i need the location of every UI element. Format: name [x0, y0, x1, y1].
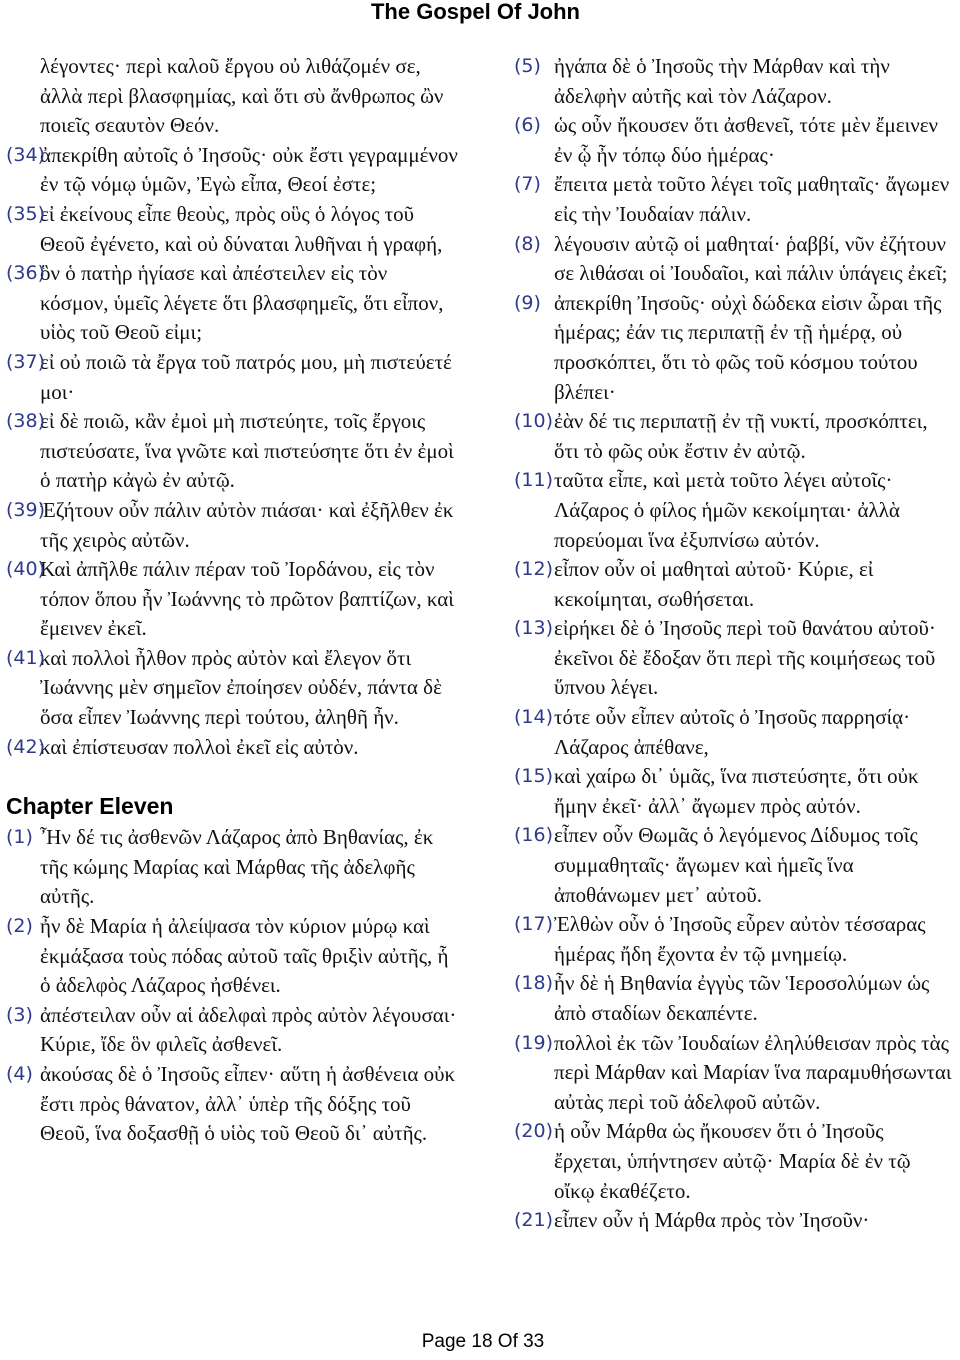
verse-number: (17): [514, 913, 560, 936]
verse-text: καὶ ἐπίστευσαν πολλοὶ ἐκεῖ εἰς αὐτὸν.: [40, 734, 359, 759]
verse-number: (41): [6, 646, 52, 669]
verse: [6, 141, 460, 200]
verse-text: τότε οὖν εἶπεν αὐτοῖς ὁ Ἰησοῦς παρρησίᾳ· Λάζαρος ἀπέθανε,: [554, 705, 911, 759]
verse-number: (2): [6, 915, 39, 938]
verse-number: (42): [6, 735, 52, 758]
verse-text: Ἐζήτουν οὖν πάλιν αὐτὸν πιάσαι· καὶ ἐξῆλθεν ἐκ τῆς χειρὸς αὐτῶν.: [40, 497, 454, 552]
verse-text: ἀκούσας δὲ ὁ Ἰησοῦς εἶπεν· αὕτη ἡ ἀσθένεια οὐκ ἔστι πρὸς θάνατον, ἀλλ᾽ ὑπὲρ τῆς δόξης τοῦ Θεοῦ, ἵνα δοξασθῇ ὁ υἱὸς τοῦ Θεοῦ δι᾽ αὐτῆς.: [40, 1062, 456, 1146]
left-column: [6, 52, 460, 1149]
verse: [514, 52, 954, 111]
verse-continuation: [6, 52, 460, 141]
verse: [514, 466, 954, 555]
verse-text: πολλοὶ ἐκ τῶν Ἰουδαίων ἐληλύθεισαν πρὸς τὰς περὶ Μάρθαν καὶ Μαρίαν ἵνα παραμυθήσωνται αὐτὰς περὶ τοῦ ἀδελφοῦ αὐτῶν.: [554, 1030, 952, 1114]
verse-number: (1): [6, 826, 39, 849]
verse: [514, 821, 954, 910]
verse-number: (16): [514, 824, 560, 847]
verse: [6, 200, 460, 259]
verse-number: (11): [514, 469, 560, 492]
verse-number: (21): [514, 1209, 560, 1232]
verse-number: (38): [6, 410, 52, 433]
verse-number: (35): [6, 202, 52, 225]
verse-number: (5): [514, 55, 547, 77]
verse: [514, 289, 954, 407]
verse-text: Ἦν δέ τις ἀσθενῶν Λάζαρος ἀπὸ Βηθανίας, ἐκ τῆς κώμης Μαρίας καὶ Μάρθας τῆς ἀδελφῆς αὐτῆς.: [40, 825, 434, 909]
right-verse-list: [514, 52, 954, 1236]
verse-number: (19): [514, 1031, 560, 1054]
verse: [514, 111, 954, 170]
verse-text: εἶπεν οὖν Θωμᾶς ὁ λεγόμενος Δίδυμος τοῖς συμμαθηταῖς· ἄγωμεν καὶ ἡμεῖς ἵνα ἀποθάνωμεν μετ᾽ αὐτοῦ.: [554, 823, 918, 907]
verse: [514, 230, 954, 289]
verse: [6, 348, 460, 407]
verse: [514, 762, 954, 821]
verse-number: (12): [514, 558, 560, 581]
verse: [6, 1001, 460, 1060]
verse-number: (15): [514, 765, 560, 788]
verse: [6, 733, 460, 763]
verse-number: (8): [514, 232, 547, 255]
verse-text: ἀπεκρίθη Ἰησοῦς· οὐχὶ δώδεκα εἰσιν ὧραι τῆς ἡμέρας; ἐάν τις περιπατῇ ἐν τῇ ἡμέρᾳ, οὐ προσκόπτει, ὅτι τὸ φῶς τοῦ κόσμου τούτου βλέπει·: [554, 290, 942, 404]
verse-number: (9): [514, 291, 547, 314]
verse-text: εἰ δὲ ποιῶ, κἂν ἐμοὶ μὴ πιστεύητε, τοῖς ἔργοις πιστεύσατε, ἵνα γνῶτε καὶ πιστεύσητε ὅτι ἐν ἐμοὶ ὁ πατὴρ κἀγὼ ἐν αὐτῷ.: [40, 409, 454, 493]
verse-text: λέγουσιν αὐτῷ οἱ μαθηταί· ῥαββί, νῦν ἐζήτουν σε λιθάσαι οἱ Ἰουδαῖοι, καὶ πάλιν ὑπάγεις ἐκεῖ;: [554, 231, 948, 286]
verse-text: ἡ οὖν Μάρθα ὡς ἤκουσεν ὅτι ὁ Ἰησοῦς ἔρχεται, ὑπήντησεν αὐτῷ· Μαρία δὲ ἐν τῷ οἴκῳ ἐκαθέζετο.: [554, 1119, 911, 1203]
verse-text: εἰ οὐ ποιῶ τὰ ἔργα τοῦ πατρός μου, μὴ πιστεύετέ μοι·: [40, 349, 452, 404]
verse: [514, 407, 954, 466]
chapter-verse-list: [6, 823, 460, 1149]
verse: [514, 614, 954, 703]
verse-text: ἐὰν δέ τις περιπατῇ ἐν τῇ νυκτί, προσκόπτει, ὅτι τὸ φῶς οὐκ ἔστιν ἐν αὐτῷ.: [554, 409, 928, 463]
verse-number: (4): [6, 1063, 39, 1085]
verse-text: Ἐλθὼν οὖν ὁ Ἰησοῦς εὗρεν αὐτὸν τέσσαρας ἡμέρας ἤδη ἔχοντα ἐν τῷ μνημείῳ.: [554, 912, 926, 966]
verse-text: ἀπεκρίθη αὐτοῖς ὁ Ἰησοῦς· οὐκ ἔστι γεγραμμένον ἐν τῷ νόμῳ ὑμῶν, Ἐγὼ εἶπα, Θεοί ἐστε;: [40, 142, 458, 197]
right-column: [514, 52, 954, 1236]
verse-text: εἶπεν οὖν ἡ Μάρθα πρὸς τὸν Ἰησοῦν·: [554, 1208, 870, 1233]
verse: [514, 1029, 954, 1118]
verse: [514, 703, 954, 762]
verse: [514, 555, 954, 614]
left-verse-list: [6, 141, 460, 762]
verse-number: (18): [514, 972, 560, 995]
verse: [6, 259, 460, 348]
verse: [6, 496, 460, 555]
verse-text: ἠγάπα δὲ ὁ Ἰησοῦς τὴν Μάρθαν καὶ τὴν ἀδελφὴν αὐτῆς καὶ τὸν Λάζαρον.: [554, 54, 890, 108]
verse-number: (3): [6, 1003, 39, 1026]
verse-number: (36): [6, 262, 52, 285]
verse: [6, 644, 460, 733]
verse-number: (40): [6, 558, 52, 581]
chapter-heading: Chapter Eleven: [6, 793, 174, 820]
verse-text: Καὶ ἀπῆλθε πάλιν πέραν τοῦ Ἰορδάνου, εἰς τὸν τόπον ὅπου ἦν Ἰωάννης τὸ πρῶτον βαπτίζων, καὶ ἔμεινεν ἐκεῖ.: [40, 557, 454, 641]
verse: [6, 555, 460, 644]
verse-text: ταῦτα εἶπε, καὶ μετὰ τοῦτο λέγει αὐτοῖς· Λάζαρος ὁ φίλος ἡμῶν κεκοίμηται· ἀλλὰ πορεύομαι ἵνα ἐξυπνίσω αὐτόν.: [554, 468, 900, 552]
verse-text: ἦν δὲ Μαρία ἡ ἀλείψασα τὸν κύριον μύρῳ καὶ ἐκμάξασα τοὺς πόδας αὐτοῦ ταῖς θριξὶν αὐτῆς, ἧ ὁ ἀδελφὸς Λάζαρος ἠσθένει.: [40, 914, 449, 998]
page-footer: Page 18 Of 33: [421, 1331, 545, 1352]
verse-number: (10): [514, 410, 560, 433]
verse-number: (34): [6, 143, 52, 166]
verse-number: (39): [6, 498, 52, 521]
verse-text: ἦν δὲ ἡ Βηθανία ἐγγὺς τῶν Ἱεροσολύμων ὡς ἀπὸ σταδίων δεκαπέντε.: [554, 971, 930, 1025]
verse-text: εἶπον οὖν οἱ μαθηταὶ αὐτοῦ· Κύριε, εἰ κεκοίμηται, σωθήσεται.: [554, 557, 874, 611]
verse: [514, 1117, 954, 1206]
verse-text: εἰρήκει δὲ ὁ Ἰησοῦς περὶ τοῦ θανάτου αὐτοῦ· ἐκεῖνοι δὲ ἔδοξαν ὅτι περὶ τῆς κοιμήσεως τοῦ ὕπνου λέγει.: [554, 616, 936, 700]
verse: [6, 407, 460, 496]
verse: [6, 823, 460, 912]
document-title: The Gospel Of John: [370, 0, 580, 24]
verse-number: (6): [514, 114, 547, 137]
verse-text: ἔπειτα μετὰ τοῦτο λέγει τοῖς μαθηταῖς· ἄγωμεν εἰς τὴν Ἰουδαίαν πάλιν.: [554, 172, 950, 226]
verse-number: (7): [514, 173, 547, 196]
verse-text: ἀπέστειλαν οὖν αἱ ἀδελφαὶ πρὸς αὐτὸν λέγουσαι· Κύριε, ἴδε ὃν φιλεῖς ἀσθενεῖ.: [40, 1002, 457, 1057]
verse: [514, 910, 954, 969]
verse-text: ὡς οὖν ἤκουσεν ὅτι ἀσθενεῖ, τότε μὲν ἔμεινεν ἐν ᾧ ἦν τόπῳ δύο ἡμέρας·: [554, 113, 939, 167]
verse-number: (37): [6, 350, 52, 373]
verse-text: ὃν ὁ πατὴρ ἡγίασε καὶ ἀπέστειλεν εἰς τὸν κόσμον, ὑμεῖς λέγετε ὅτι βλασφημεῖς, ὅτι εἶπον, υἱὸς τοῦ Θεοῦ εἰμι;: [40, 261, 444, 345]
verse-text: καὶ πολλοὶ ἦλθον πρὸς αὐτὸν καὶ ἔλεγον ὅτι Ἰωάννης μὲν σημεῖον ἐποίησεν οὐδέν, πάντα δὲ ὅσα εἶπεν Ἰωάννης περὶ τούτου, ἀληθῆ ἦν.: [40, 645, 442, 730]
verse-text: καὶ χαίρω δι᾽ ὑμᾶς, ἵνα πιστεύσητε, ὅτι οὐκ ἤμην ἐκεῖ· ἀλλ᾽ ἄγωμεν πρὸς αὐτόν.: [554, 764, 919, 818]
verse: [514, 1206, 954, 1236]
verse-number: (13): [514, 617, 560, 640]
verse-text: εἰ ἐκείνους εἶπε θεοὺς, πρὸς οὓς ὁ λόγος τοῦ Θεοῦ ἐγένετο, καὶ οὐ δύναται λυθῆναι ἡ γραφή,: [40, 201, 443, 256]
verse: [6, 912, 460, 1001]
verse-number: (14): [514, 706, 560, 729]
verse-number: (20): [514, 1120, 560, 1143]
verse: [514, 170, 954, 229]
verse: [6, 1060, 460, 1149]
verse: [514, 969, 954, 1028]
verse-text: λέγοντες· περὶ καλοῦ ἔργου οὐ λιθάζομέν σε, ἀλλὰ περὶ βλασφημίας, καὶ ὅτι σὺ ἄνθρωπος ὢν ποιεῖς σεαυτὸν Θεόν.: [40, 54, 444, 138]
